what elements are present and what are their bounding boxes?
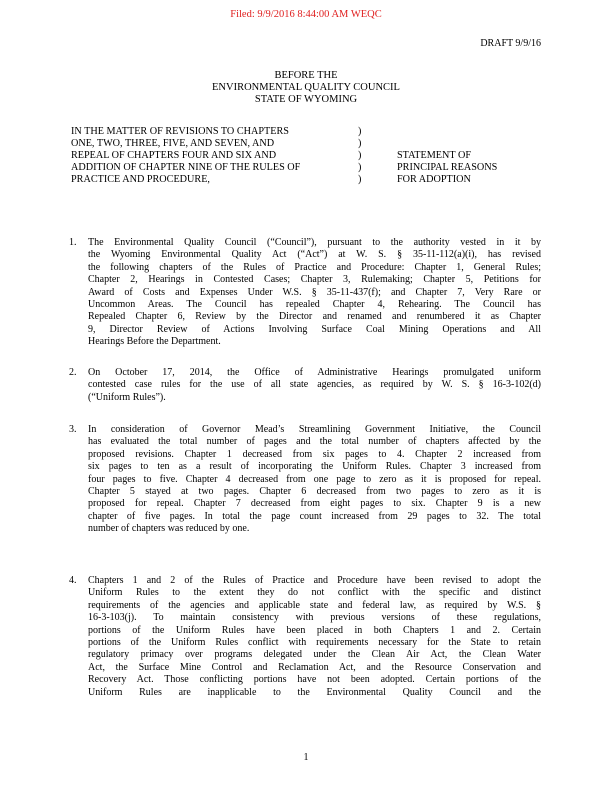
paragraph-line: Chapter 2, Hearings in Contested Cases; Chapter 3, Rulemaking; Chapter 5, Petitions for: [88, 274, 541, 286]
paragraph-line: Chapter 5 stayed at two pages. Chapter 6 decreased from two pages to zero as it is: [88, 486, 541, 498]
paragraph-line: Chapters 1 and 2 of the Rules of Practice and Procedure have been revised to adopt the: [88, 575, 541, 586]
paragraph-2: [69, 367, 541, 404]
filed-stamp: Filed: 9/9/2016 8:44:00 AM WEQC: [230, 9, 382, 20]
caption-title-line: FOR ADOPTION: [397, 174, 471, 185]
paragraph-number: 4.: [69, 575, 77, 586]
heading-line: BEFORE THE: [274, 70, 338, 81]
paragraph-number: 1.: [69, 237, 77, 248]
document-heading: [0, 70, 612, 106]
caption-paren: ): [358, 150, 362, 161]
caption-title-line: STATEMENT OF: [397, 150, 471, 161]
paragraph-line: has evaluated the total number of pages and the total number of chapters affected by the: [88, 436, 541, 448]
paragraph-line: the Wyoming Environmental Quality Act (“Act”) at W. S. § 35-11-112(a)(i), has revised: [88, 249, 541, 261]
paragraph-line: (“Uniform Rules”).: [88, 391, 166, 403]
caption-matter-line: REPEAL OF CHAPTERS FOUR AND SIX AND: [71, 150, 277, 161]
caption-matter-line: IN THE MATTER OF REVISIONS TO CHAPTERS: [71, 126, 289, 137]
paragraph-line: regulatory primacy over programs delegated under the Clean Air Act, the Clean Water: [88, 649, 541, 661]
paragraph-line: chapter of five pages. In total the page count increased from 29 pages to 32. The total: [88, 510, 541, 522]
draft-label: DRAFT 9/9/16: [480, 38, 541, 49]
caption-title-line: PRINCIPAL REASONS: [397, 162, 498, 173]
paragraph-line: Uncommon Areas. The Council has repealed Chapter 4, Rehearing. The Council has: [88, 299, 541, 311]
caption-matter-line: PRACTICE AND PROCEDURE,: [71, 174, 210, 185]
page-number: 1: [303, 752, 309, 763]
paragraph-line: Award of Costs and Expenses Under W.S. § 35-11-437(f); and Chapter 7, Very Rare or: [88, 286, 541, 298]
heading-line: ENVIRONMENTAL QUALITY COUNCIL: [212, 82, 400, 93]
paragraph-line: Act, the Surface Mine Control and Reclamation Act, and the Resource Conservation and: [88, 661, 541, 673]
caption-paren: ): [358, 126, 362, 137]
paragraph-line: On October 17, 2014, the Office of Administrative Hearings promulgated uniform: [88, 367, 541, 378]
paragraph-line: six pages to ten as a result of incorporating the Uniform Rules. Chapter 3 increased from: [88, 461, 541, 473]
paragraph-line: requirements of the agencies and applicable state and federal law, as required by W.S. §: [88, 599, 541, 611]
paragraph-line: Recovery Act. Those conflicting portions have not been adopted. Certain portions of the: [88, 674, 541, 686]
paragraph-line: Uniform Rules to the extent they do not conflict with the specific and distinct: [88, 587, 541, 599]
paragraph-line: portions of the Uniform Rules have been placed in both Chapters 1 and 2. Certain: [88, 624, 541, 636]
caption-parentheses: [358, 126, 368, 186]
caption-paren: ): [358, 162, 362, 173]
caption-matter-line: ONE, TWO, THREE, FIVE, AND SEVEN, AND: [71, 138, 275, 149]
paragraph-number: 3.: [69, 424, 77, 435]
paragraph-1: [69, 237, 541, 349]
paragraph-line: portions of the Uniform Rules conflict with requirements necessary for the State to retain: [88, 637, 541, 649]
paragraph-line: Hearings Before the Department.: [88, 336, 221, 348]
paragraph-line: proposed revisions. Chapter 1 decreased from six pages to 4. Chapter 2 increased from: [88, 448, 541, 460]
paragraph-line: the following chapters of the Rules of Practice and Procedure: Chapter 1, General Rules;: [88, 261, 541, 273]
paragraph-4: [69, 575, 541, 699]
paragraph-line: proposed for repeal. Chapter 7 decreased from eight pages to six. Chapter 9 is a new: [88, 498, 541, 510]
paragraph-line: 16-3-103(j). To maintain consistency with previous versions of these regulations,: [88, 612, 541, 624]
paragraph-line: contested case rules for the use of all state agencies, as required by W. S. § 16-3-102(d): [88, 379, 541, 391]
paragraph-line: 9, Director Review of Actions Involving Surface Coal Mining Operations and All: [88, 323, 541, 335]
paragraph-line: Repealed Chapter 6, Review by the Director and renamed and renumbered it as Chapter: [88, 311, 541, 323]
paragraph-line: The Environmental Quality Council (“Council”), pursuant to the authority vested in it by: [88, 237, 541, 248]
caption-paren: ): [358, 174, 362, 185]
caption-matter: [71, 126, 361, 186]
paragraph-line: Uniform Rules are inapplicable to the Environmental Quality Council and the: [88, 686, 541, 698]
paragraph-line: In consideration of Governor Mead’s Streamlining Government Initiative, the Council: [88, 424, 541, 435]
paragraph-number: 2.: [69, 367, 77, 378]
caption-matter-line: ADDITION OF CHAPTER NINE OF THE RULES OF: [71, 162, 301, 173]
paragraph-line: number of chapters was reduced by one.: [88, 523, 250, 535]
paragraph-3: [69, 424, 541, 536]
paragraph-line: four pages to five. Chapter 4 decreased from one page to zero as it is proposed for repeal.: [88, 473, 541, 485]
caption-paren: ): [358, 138, 362, 149]
heading-line: STATE OF WYOMING: [254, 94, 358, 105]
caption-title: [397, 126, 557, 186]
